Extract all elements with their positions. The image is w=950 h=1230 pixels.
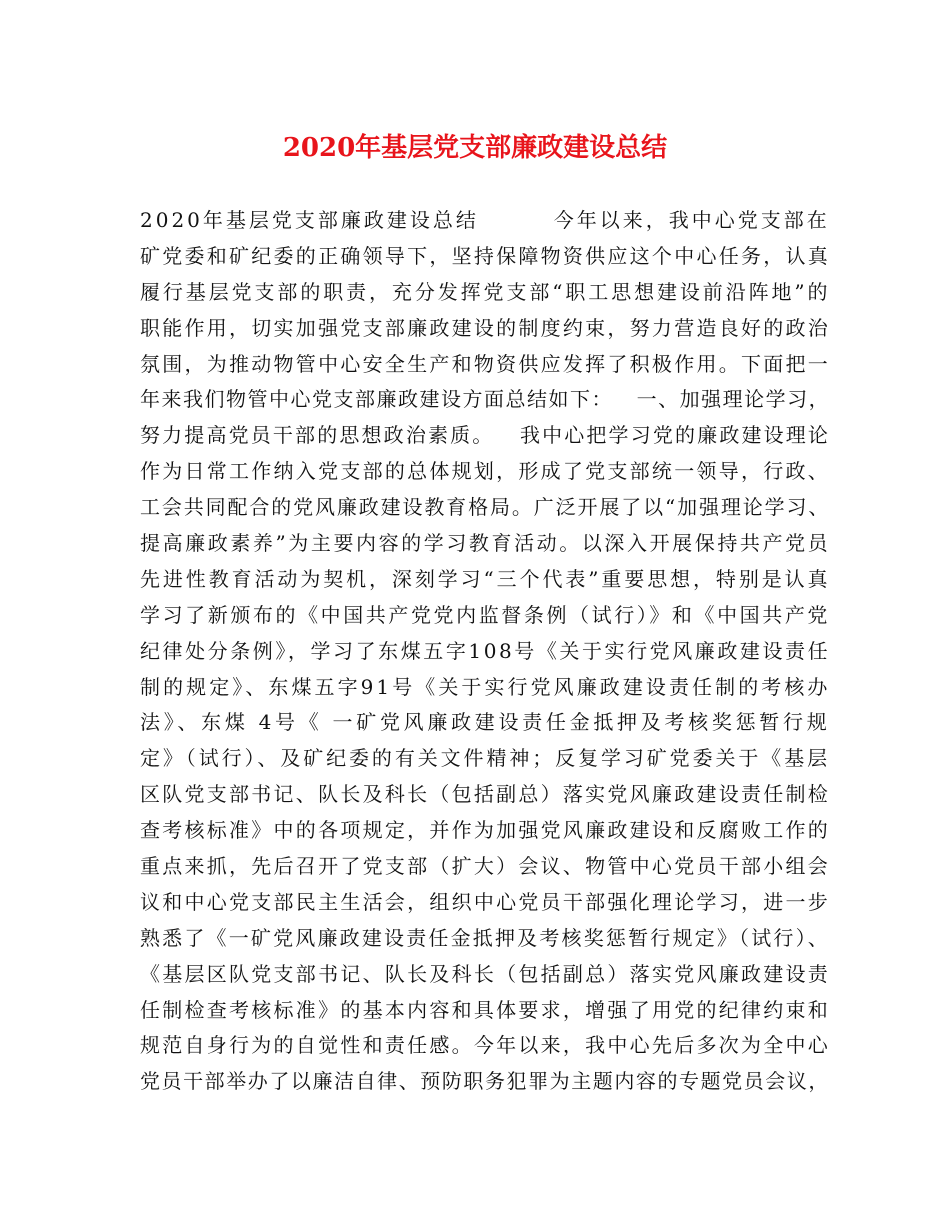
body-line: 定》（试行）、及矿纪委的有关文件精神；反复学习矿党委关于《基层 bbox=[140, 746, 830, 771]
body-line: 矿党委和矿纪委的正确领导下，坚持保障物资供应这个中心任务，认真 bbox=[140, 243, 830, 268]
body-line: 先进性教育活动为契机，深刻学习“三个代表”重要思想，特别是认真 bbox=[140, 566, 831, 591]
body-text bbox=[140, 203, 830, 1100]
body-line: 履行基层党支部的职责，充分发挥党支部“职工思想建设前沿阵地”的 bbox=[140, 279, 831, 304]
body-line: 纪律处分条例》，学习了东煤五字108号《关于实行党风廉政建设责任 bbox=[140, 638, 831, 663]
body-line: 任制检查考核标准》的基本内容和具体要求，增强了用党的纪律约束和 bbox=[140, 997, 830, 1022]
body-line: 区队党支部书记、队长及科长（包括副总）落实党风廉政建设责任制检 bbox=[140, 782, 830, 807]
body-line: 2020年基层党支部廉政建设总结 今年以来，我中心党支部在 bbox=[140, 208, 830, 232]
body-line: 议和中心党支部民主生活会，组织中心党员干部强化理论学习，进一步 bbox=[140, 889, 830, 914]
body-line: 规范自身行为的自觉性和责任感。今年以来，我中心先后多次为全中心 bbox=[140, 1033, 830, 1058]
body-line: 努力提高党员干部的思想政治素质。 我中心把学习党的廉政建设理论 bbox=[140, 423, 831, 448]
body-line: 制的规定》、东煤五字91号《关于实行党风廉政建设责任制的考核办 bbox=[140, 674, 831, 699]
body-line: 学习了新颁布的《中国共产党党内监督条例（试行）》和《中国共产党 bbox=[140, 602, 830, 627]
body-line: 法》、东煤 4号《 一矿党风廉政建设责任金抵押及考核奖惩暂行规 bbox=[140, 710, 831, 735]
page-title: 2020年基层党支部廉政建设总结 bbox=[282, 133, 668, 163]
body-line: 工会共同配合的党风廉政建设教育格局。广泛开展了以“加强理论学习、 bbox=[140, 495, 831, 520]
body-line: 提高廉政素养”为主要内容的学习教育活动。以深入开展保持共产党员 bbox=[140, 531, 831, 556]
body-line: 查考核标准》中的各项规定，并作为加强党风廉政建设和反腐败工作的 bbox=[140, 818, 830, 843]
body-line: 熟悉了《一矿党风廉政建设责任金抵押及考核奖惩暂行规定》（试行）、 bbox=[140, 925, 830, 950]
body-line: 重点来抓，先后召开了党支部（扩大）会议、物管中心党员干部小组会 bbox=[140, 854, 830, 879]
body-line: 作为日常工作纳入党支部的总体规划，形成了党支部统一领导，行政、 bbox=[140, 459, 830, 484]
body-line: 党员干部举办了以廉洁自律、预防职务犯罪为主题内容的专题党员会议， bbox=[140, 1069, 830, 1094]
body-line: 《基层区队党支部书记、队长及科长（包括副总）落实党风廉政建设责 bbox=[140, 961, 830, 986]
body-line: 职能作用，切实加强党支部廉政建设的制度约束，努力营造良好的政治 bbox=[140, 315, 830, 340]
body-line: 年来我们物管中心党支部廉政建设方面总结如下： 一、加强理论学习， bbox=[140, 387, 831, 412]
body-line: 氛围，为推动物管中心安全生产和物资供应发挥了积极作用。下面把一 bbox=[140, 351, 830, 376]
